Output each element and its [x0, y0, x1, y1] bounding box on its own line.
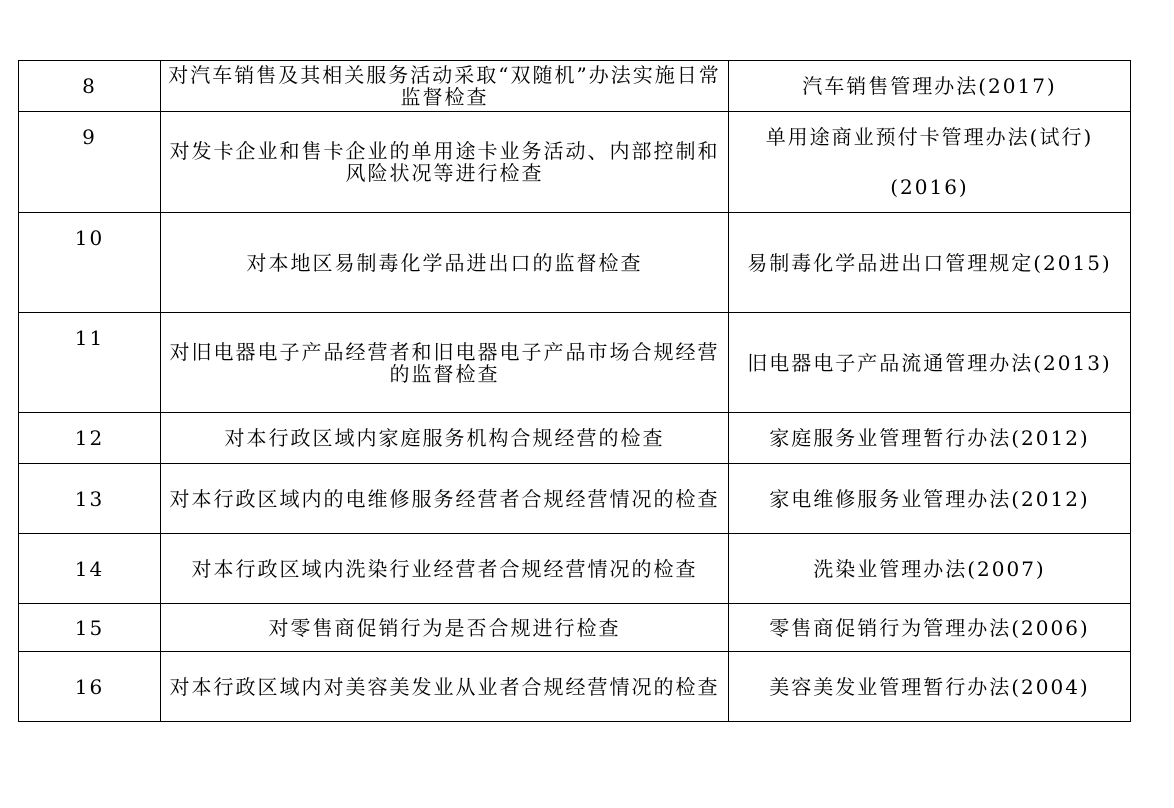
table-row — [19, 413, 1131, 464]
table-row — [19, 464, 1131, 534]
inspection-item: 对本行政区域内对美容美发业从业者合规经营情况的检查 — [161, 652, 729, 722]
row-number: 15 — [19, 604, 161, 652]
row-number: 8 — [19, 61, 161, 112]
legal-basis: 家庭服务业管理暂行办法(2012) — [729, 413, 1131, 464]
table-row — [19, 534, 1131, 604]
legal-basis: 零售商促销行为管理办法(2006) — [729, 604, 1131, 652]
table-row — [19, 112, 1131, 213]
legal-basis: 汽车销售管理办法(2017) — [729, 61, 1131, 112]
table-row — [19, 652, 1131, 722]
table-row — [19, 61, 1131, 112]
row-number: 10 — [19, 213, 161, 313]
row-number: 11 — [19, 313, 161, 413]
inspection-item: 对本行政区域内洗染行业经营者合规经营情况的检查 — [161, 534, 729, 604]
inspection-item: 对本行政区域内的电维修服务经营者合规经营情况的检查 — [161, 464, 729, 534]
row-number: 13 — [19, 464, 161, 534]
table-row — [19, 313, 1131, 413]
row-number: 14 — [19, 534, 161, 604]
table-row — [19, 604, 1131, 652]
inspection-item: 对汽车销售及其相关服务活动采取“双随机”办法实施日常监督检查 — [161, 61, 729, 112]
legal-basis: 单用途商业预付卡管理办法(试行)(2016) — [729, 112, 1131, 213]
inspection-items-table — [18, 60, 1131, 722]
inspection-item: 对本行政区域内家庭服务机构合规经营的检查 — [161, 413, 729, 464]
inspection-item: 对本地区易制毒化学品进出口的监督检查 — [161, 213, 729, 313]
inspection-item: 对旧电器电子产品经营者和旧电器电子产品市场合规经营的监督检查 — [161, 313, 729, 413]
row-number: 12 — [19, 413, 161, 464]
legal-basis: 家电维修服务业管理办法(2012) — [729, 464, 1131, 534]
legal-basis: 旧电器电子产品流通管理办法(2013) — [729, 313, 1131, 413]
row-number: 9 — [19, 112, 161, 213]
inspection-item: 对零售商促销行为是否合规进行检查 — [161, 604, 729, 652]
inspection-item: 对发卡企业和售卡企业的单用途卡业务活动、内部控制和风险状况等进行检查 — [161, 112, 729, 213]
row-number: 16 — [19, 652, 161, 722]
legal-basis: 洗染业管理办法(2007) — [729, 534, 1131, 604]
table-row — [19, 213, 1131, 313]
legal-basis: 易制毒化学品进出口管理规定(2015) — [729, 213, 1131, 313]
legal-basis: 美容美发业管理暂行办法(2004) — [729, 652, 1131, 722]
